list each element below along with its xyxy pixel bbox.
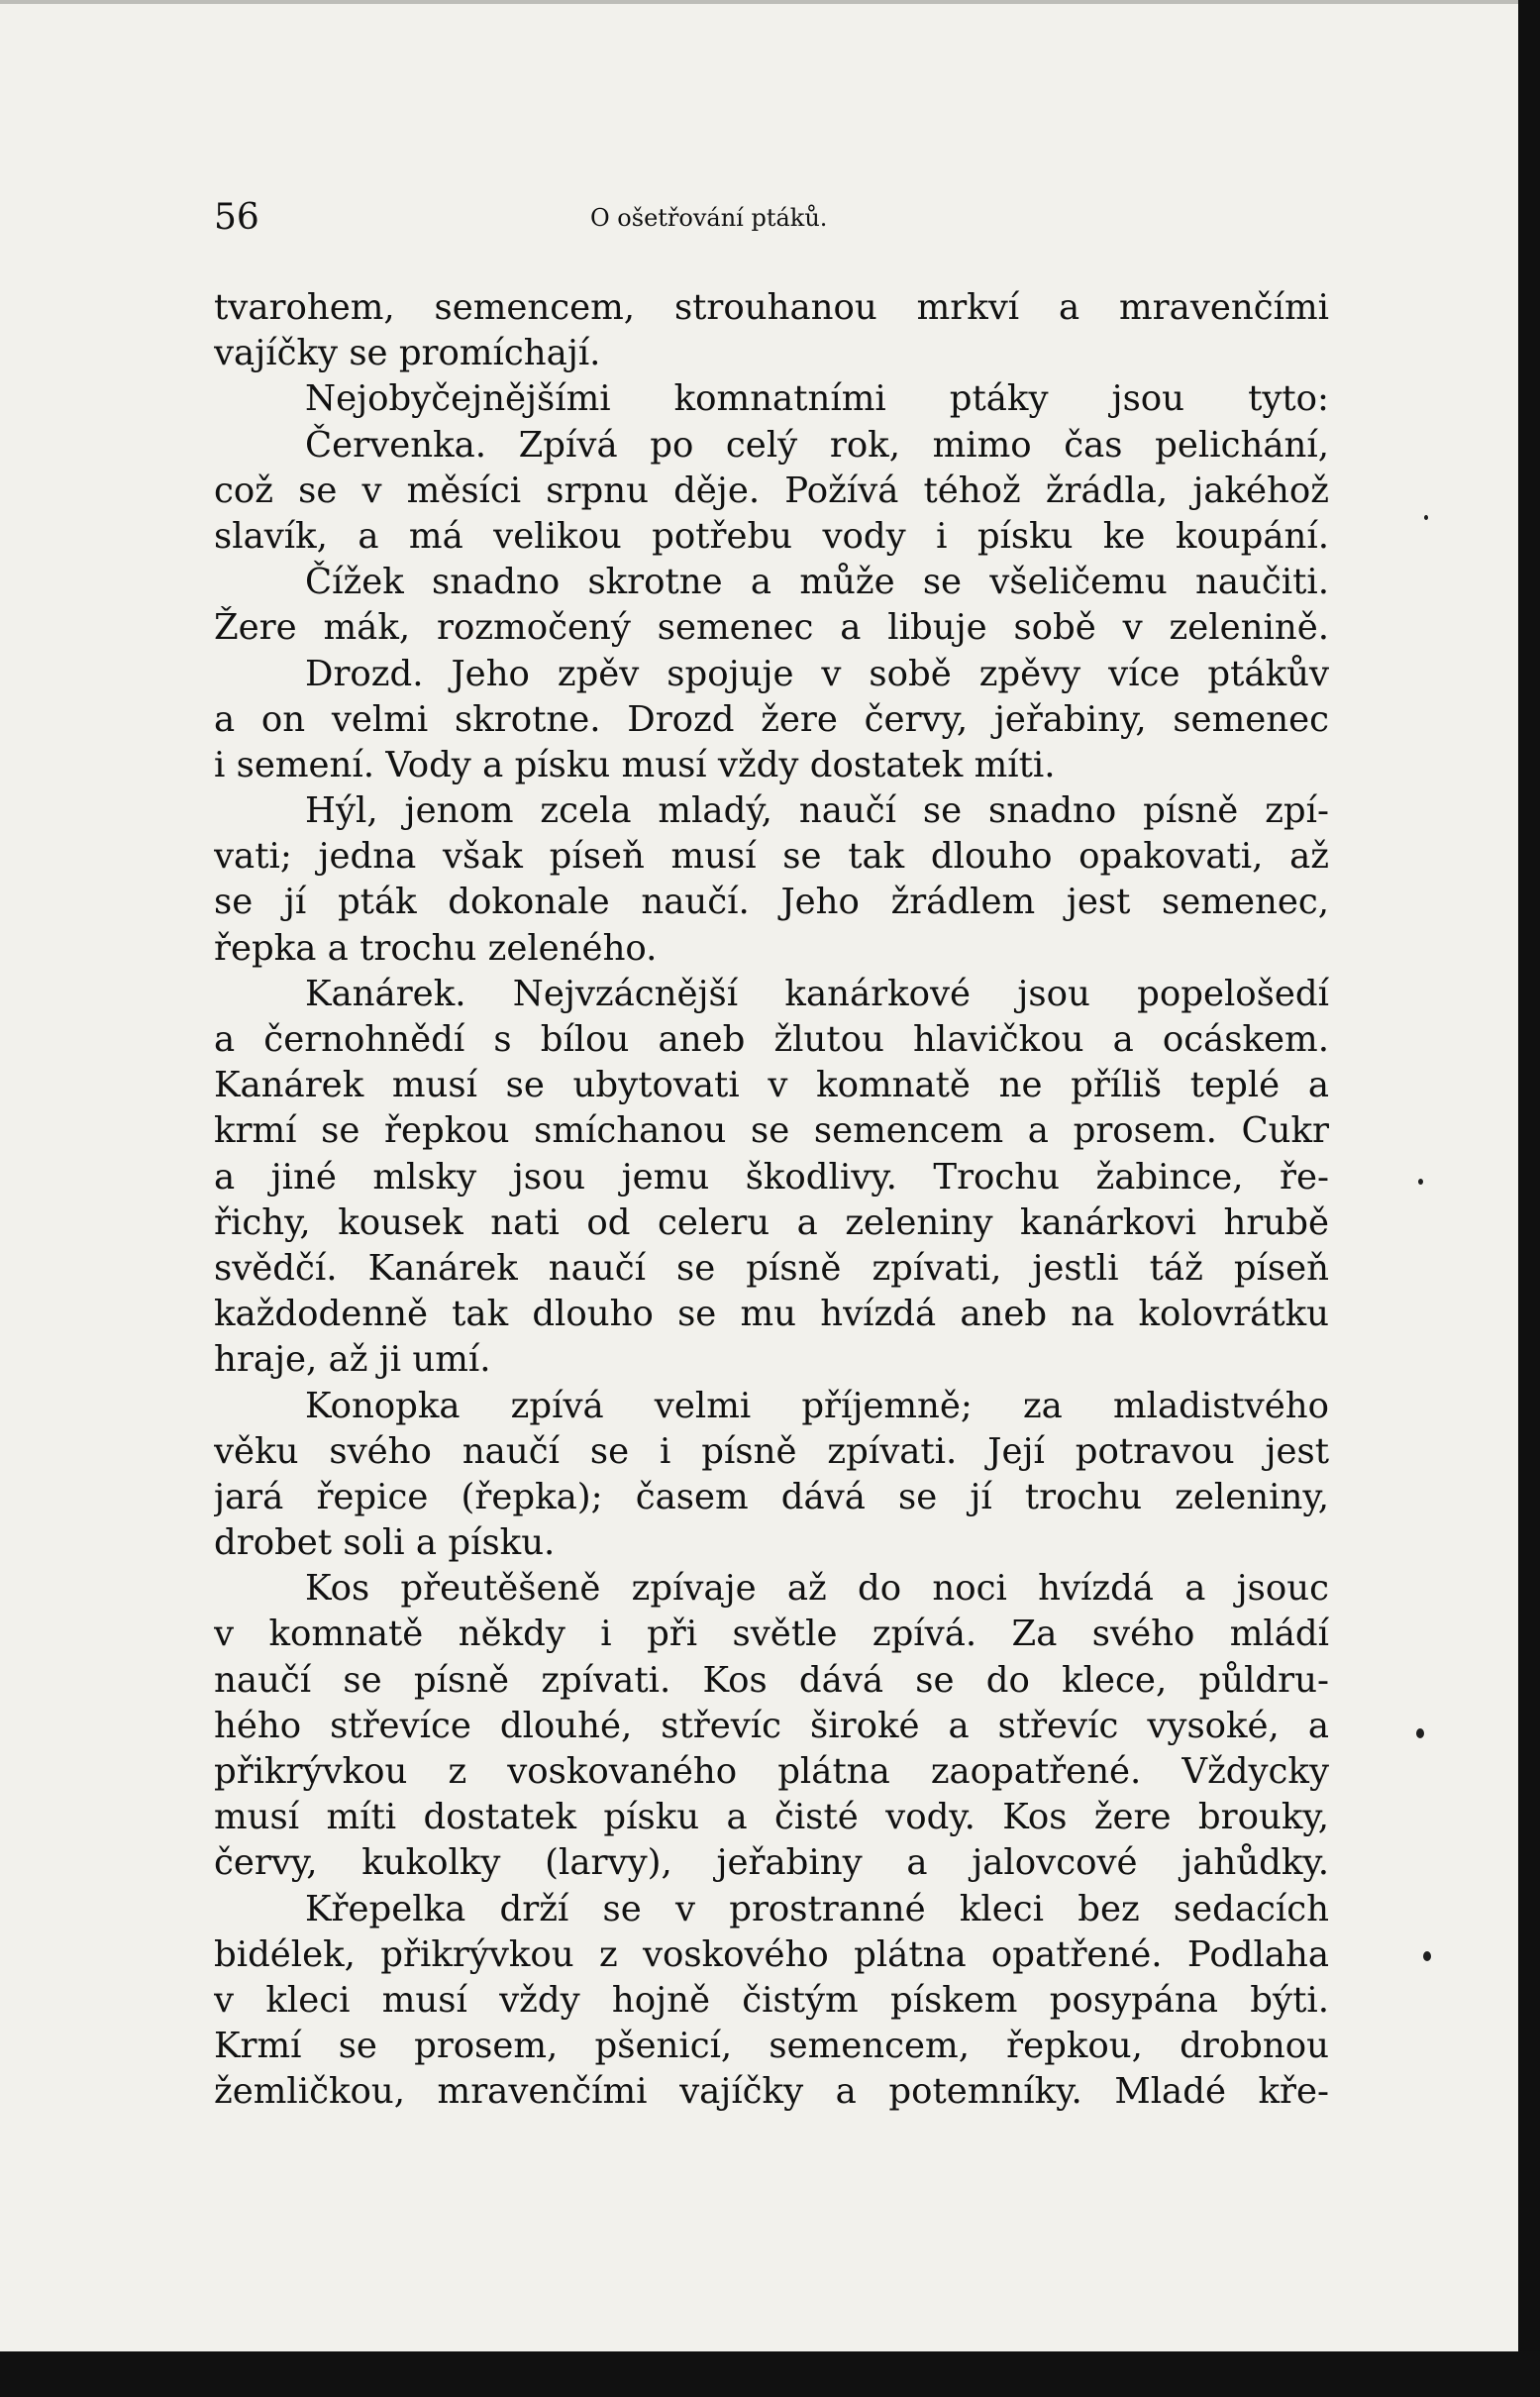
text-line: naučí se písně zpívati. Kos dává se do klece, půldru- [214,1659,1329,1701]
text-line: i semení. Vody a písku musí vždy dostatek míti. [214,744,1056,785]
text-line: červy, kukolky (larvy), jeřabiny a jalovcové jahůdky. [214,1842,1329,1884]
running-title: O ošetřování ptáků. [590,204,828,232]
text-line: Žere mák, rozmočený semenec a libuje sobě v zelenině. [214,607,1329,649]
text-line: Konopka zpívá velmi příjemně; za mladistvého [305,1385,1329,1426]
text-line: Křepelka drží se v prostranné kleci bez sedacích [305,1888,1329,1929]
text-line: bidélek, přikrývkou z voskového plátna opatřené. Podlaha [214,1933,1329,1975]
body-text [214,285,1329,2116]
text-line: Červenka. Zpívá po celý rok, mimo čas pelichání, [305,424,1329,466]
text-line: řichy, kousek nati od celeru a zeleniny kanárkovi hrubě [214,1201,1329,1243]
text-line: Krmí se prosem, pšenicí, semencem, řepkou, drobnou [214,2026,1329,2067]
text-line: musí míti dostatek písku a čisté vody. Kos žere brouky, [214,1797,1329,1838]
ink-speck [1424,515,1428,520]
text-line: řepka a trochu zeleného. [214,927,658,969]
page-number: 56 [214,197,259,238]
text-line: a jiné mlsky jsou jemu škodlivy. Trochu žabince, ře- [214,1156,1329,1198]
text-line: Nejobyčejnějšími komnatními ptáky jsou tyto: [305,378,1329,420]
text-line: vati; jedna však píseň musí se tak dlouho opakovati, až [214,836,1329,878]
text-line: krmí se řepkou smíchanou se semencem a prosem. Cukr [214,1110,1329,1152]
text-line: přikrývkou z voskovaného plátna zaopatřené. Vždycky [214,1751,1329,1792]
ink-speck [1423,1951,1431,1961]
scan-right-border [1518,0,1540,2397]
text-line: věku svého naučí se i písně zpívati. Její potravou jest [214,1430,1329,1472]
scan-top-edge [0,0,1540,4]
text-line: Drozd. Jeho zpěv spojuje v sobě zpěvy více ptákův [305,653,1329,694]
text-line: a černohnědí s bílou aneb žlutou hlavičkou a ocáskem. [214,1019,1329,1060]
text-line: drobet soli a písku. [214,1522,556,1564]
text-line: se jí pták dokonale naučí. Jeho žrádlem jest semenec, [214,882,1329,923]
text-line: každodenně tak dlouho se mu hvízdá aneb na kolovrátku [214,1294,1329,1335]
ink-speck [1416,1728,1424,1738]
text-line: v komnatě někdy i při světle zpívá. Za svého mládí [214,1614,1329,1655]
text-line: a on velmi skrotne. Drozd žere červy, jeřabiny, semenec [214,698,1329,740]
page-header [214,196,1328,240]
text-line: Kos přeutěšeně zpívaje až do noci hvízdá a jsouc [305,1568,1329,1610]
text-line: hraje, až ji umí. [214,1339,491,1381]
text-line: Kanárek. Nejvzácnější kanárkové jsou popelošedí [305,973,1329,1014]
scan-bottom-border [0,2351,1540,2397]
text-line: Hýl, jenom zcela mladý, naučí se snadno písně zpí- [305,790,1329,832]
text-line: žemličkou, mravenčími vajíčky a potemníky. Mladé kře- [214,2071,1329,2113]
text-line: Kanárek musí se ubytovati v komnatě ne příliš teplé a [214,1065,1329,1106]
ink-speck [1418,1179,1423,1185]
text-line: slavík, a má velikou potřebu vody i písku ke koupání. [214,515,1329,557]
text-line: svědčí. Kanárek naučí se písně zpívati, jestli táž píseň [214,1247,1329,1289]
text-line: v kleci musí vždy hojně čistým pískem posypána býti. [214,1979,1329,2021]
text-line: což se v měsíci srpnu děje. Požívá téhož žrádla, jakéhož [214,469,1329,511]
text-line: Čížek snadno skrotne a může se všeličemu naučiti. [305,562,1329,603]
text-line: tvarohem, semencem, strouhanou mrkví a mravenčími [214,287,1329,328]
text-line: vajíčky se promíchají. [214,333,601,374]
text-line: jará řepice (řepka); časem dává se jí trochu zeleniny, [214,1476,1329,1517]
text-line: hého střevíce dlouhé, střevíc široké a střevíc vysoké, a [214,1705,1329,1746]
